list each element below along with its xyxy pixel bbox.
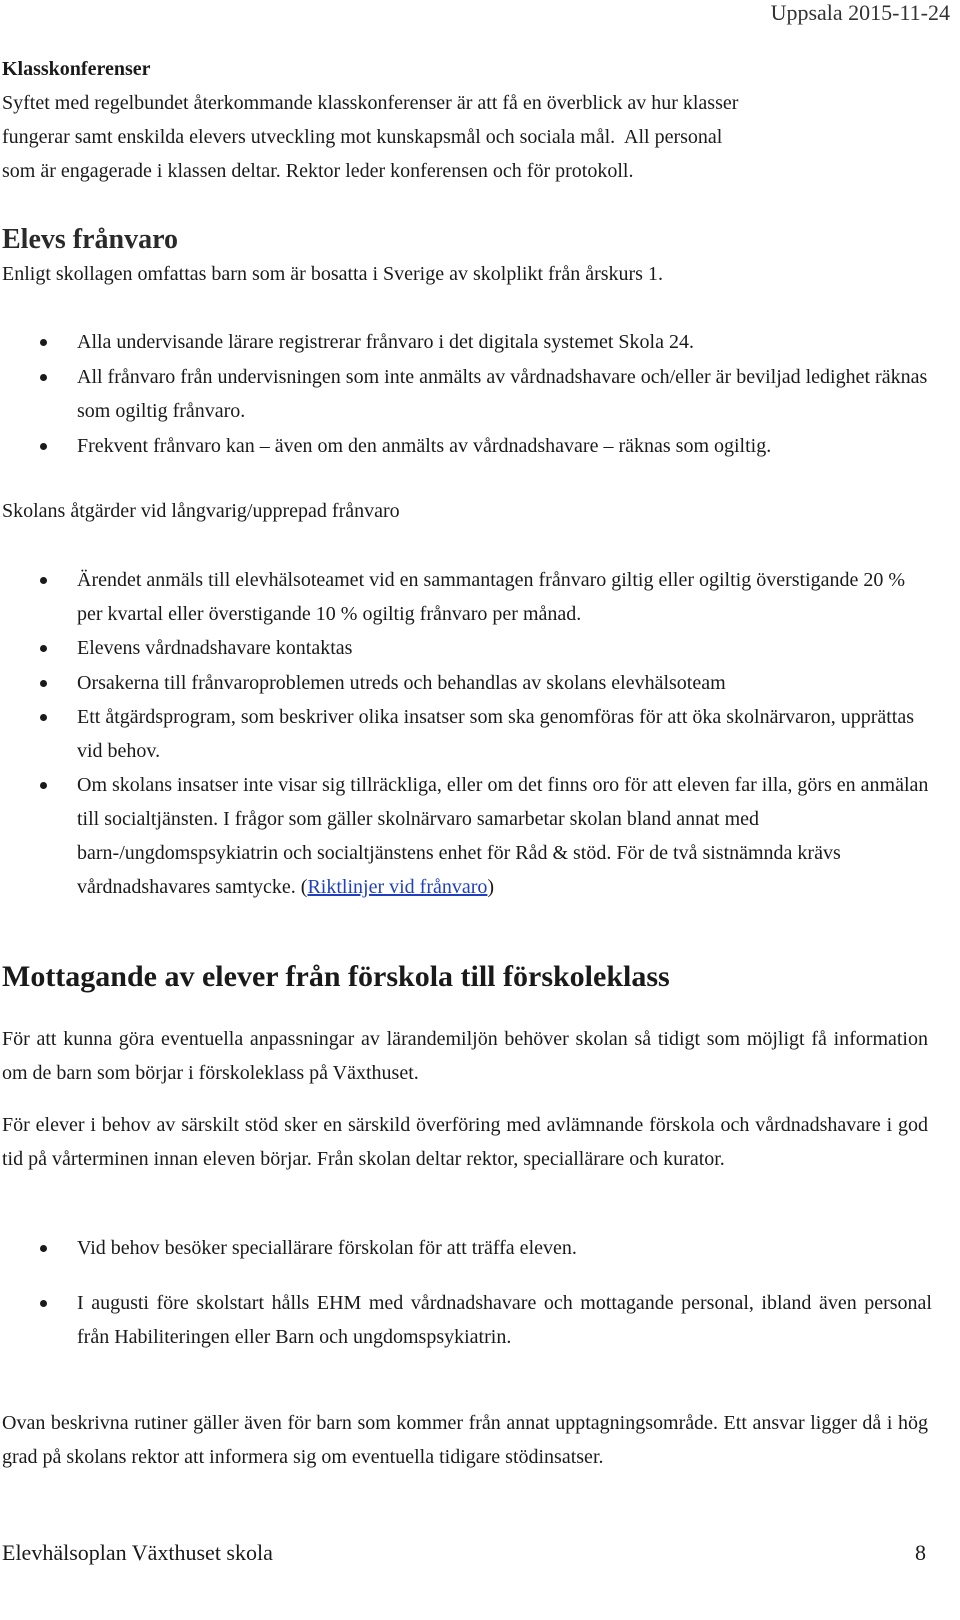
bullet-text: Elevens vårdnadshavare kontaktas — [77, 637, 353, 659]
bullet-dot — [40, 443, 47, 450]
bullet-text — [77, 768, 932, 904]
bullet-text: Ett åtgärdsprogram, som beskriver olika insatser som ska genomföras för att öka skolnärvaron, upprättas vid behov. — [77, 706, 915, 762]
klasskonferenser-line-2: fungerar samt enskilda elevers utveckling mot kunskapsmål och sociala mål. All personal — [2, 126, 723, 148]
mottagande-paragraph-3: Ovan beskrivna rutiner gäller även för barn som kommer från annat upptagningsområde. Ett ansvar ligger då i hög grad på skolans rektor att informera sig om eventuella tidigare stödinsatser. — [2, 1412, 928, 1468]
link-closing-paren: ) — [487, 876, 495, 898]
footer-page-number: 8 — [915, 1540, 926, 1565]
mottagande-paragraph-2: För elever i behov av särskilt stöd sker en särskild överföring med avlämnande förskola och vårdnadshavare i god tid på vårterminen innan eleven börjar. Från skolan deltar rektor, speciallärare och kurator. — [2, 1114, 928, 1170]
bullet-dot — [40, 1245, 47, 1252]
klasskonferenser-line-3: som är engagerade i klassen deltar. Rektor leder konferensen och för protokoll. — [2, 160, 634, 182]
footer-title: Elevhälsoplan Växthuset skola — [2, 1540, 273, 1565]
mottagande-heading: Mottagande av elever från förskola till förskoleklass — [2, 960, 670, 993]
mottagande-paragraph-1: För att kunna göra eventuella anpassningar av lärandemiljön behöver skolan så tidigt som möjligt få information om de barn som börjar i förskoleklass på Växthuset. — [2, 1028, 928, 1084]
bullet-text: Alla undervisande lärare registrerar frånvaro i det digitala systemet Skola 24. — [77, 331, 694, 353]
bullet-dot — [40, 339, 47, 346]
bullet-dot — [40, 577, 47, 584]
bullet-text: Orsakerna till frånvaroproblemen utreds och behandlas av skolans elevhälsoteam — [77, 672, 726, 694]
franvaro-heading: Elevs frånvaro — [2, 224, 179, 255]
bullet-text: Ärendet anmäls till elevhälsoteamet vid en sammantagen frånvaro giltig eller ogiltig överstigande 20 % per kvartal eller överstigande 10 % ogiltig frånvaro per månad. — [77, 569, 906, 625]
bullet-dot — [40, 782, 47, 789]
bullet-text: Frekvent frånvaro kan – även om den anmälts av vårdnadshavare – räknas som ogiltig. — [77, 435, 772, 457]
franvaro-intro: Enligt skollagen omfattas barn som är bosatta i Sverige av skolplikt från årskurs 1. — [2, 263, 663, 285]
bullet-text: All frånvaro från undervisningen som inte anmälts av vårdnadshavare och/eller är beviljad ledighet räknas som ogiltig frånvaro. — [77, 366, 928, 422]
bullet-text: I augusti före skolstart hålls EHM med vårdnadshavare och mottagande personal, ibland även personal från Habiliteringen eller Barn och ungdomspsykiatrin. — [77, 1292, 932, 1348]
bullet-text: Vid behov besöker speciallärare förskolan för att träffa eleven. — [77, 1237, 577, 1259]
riktlinjer-link[interactable]: Riktlinjer vid frånvaro — [307, 876, 488, 898]
klasskonferenser-heading: Klasskonferenser — [2, 58, 151, 80]
atgarder-heading: Skolans åtgärder vid långvarig/upprepad frånvaro — [2, 500, 400, 522]
bullet-dot — [40, 374, 47, 381]
bullet-text-main: Om skolans insatser inte visar sig tillräckliga, eller om det finns oro för att eleven far illa, görs en anmälan till socialtjänsten. I frågor som gäller skolnärvaro samarbetar skolan bland annat med barn-/ungdomspsykiatrin och socialtjänstens enhet för Råd & stöd. För de två sistnämnda krävs vårdnadshavares samtycke. ( — [77, 774, 929, 898]
klasskonferenser-line-1: Syftet med regelbundet återkommande klasskonferenser är att få en överblick av hur klasser — [2, 92, 739, 114]
bullet-dot — [40, 645, 47, 652]
bullet-dot — [40, 680, 47, 687]
bullet-dot — [40, 1300, 47, 1307]
bullet-dot — [40, 714, 47, 721]
header-date: Uppsala 2015-11-24 — [770, 0, 950, 25]
